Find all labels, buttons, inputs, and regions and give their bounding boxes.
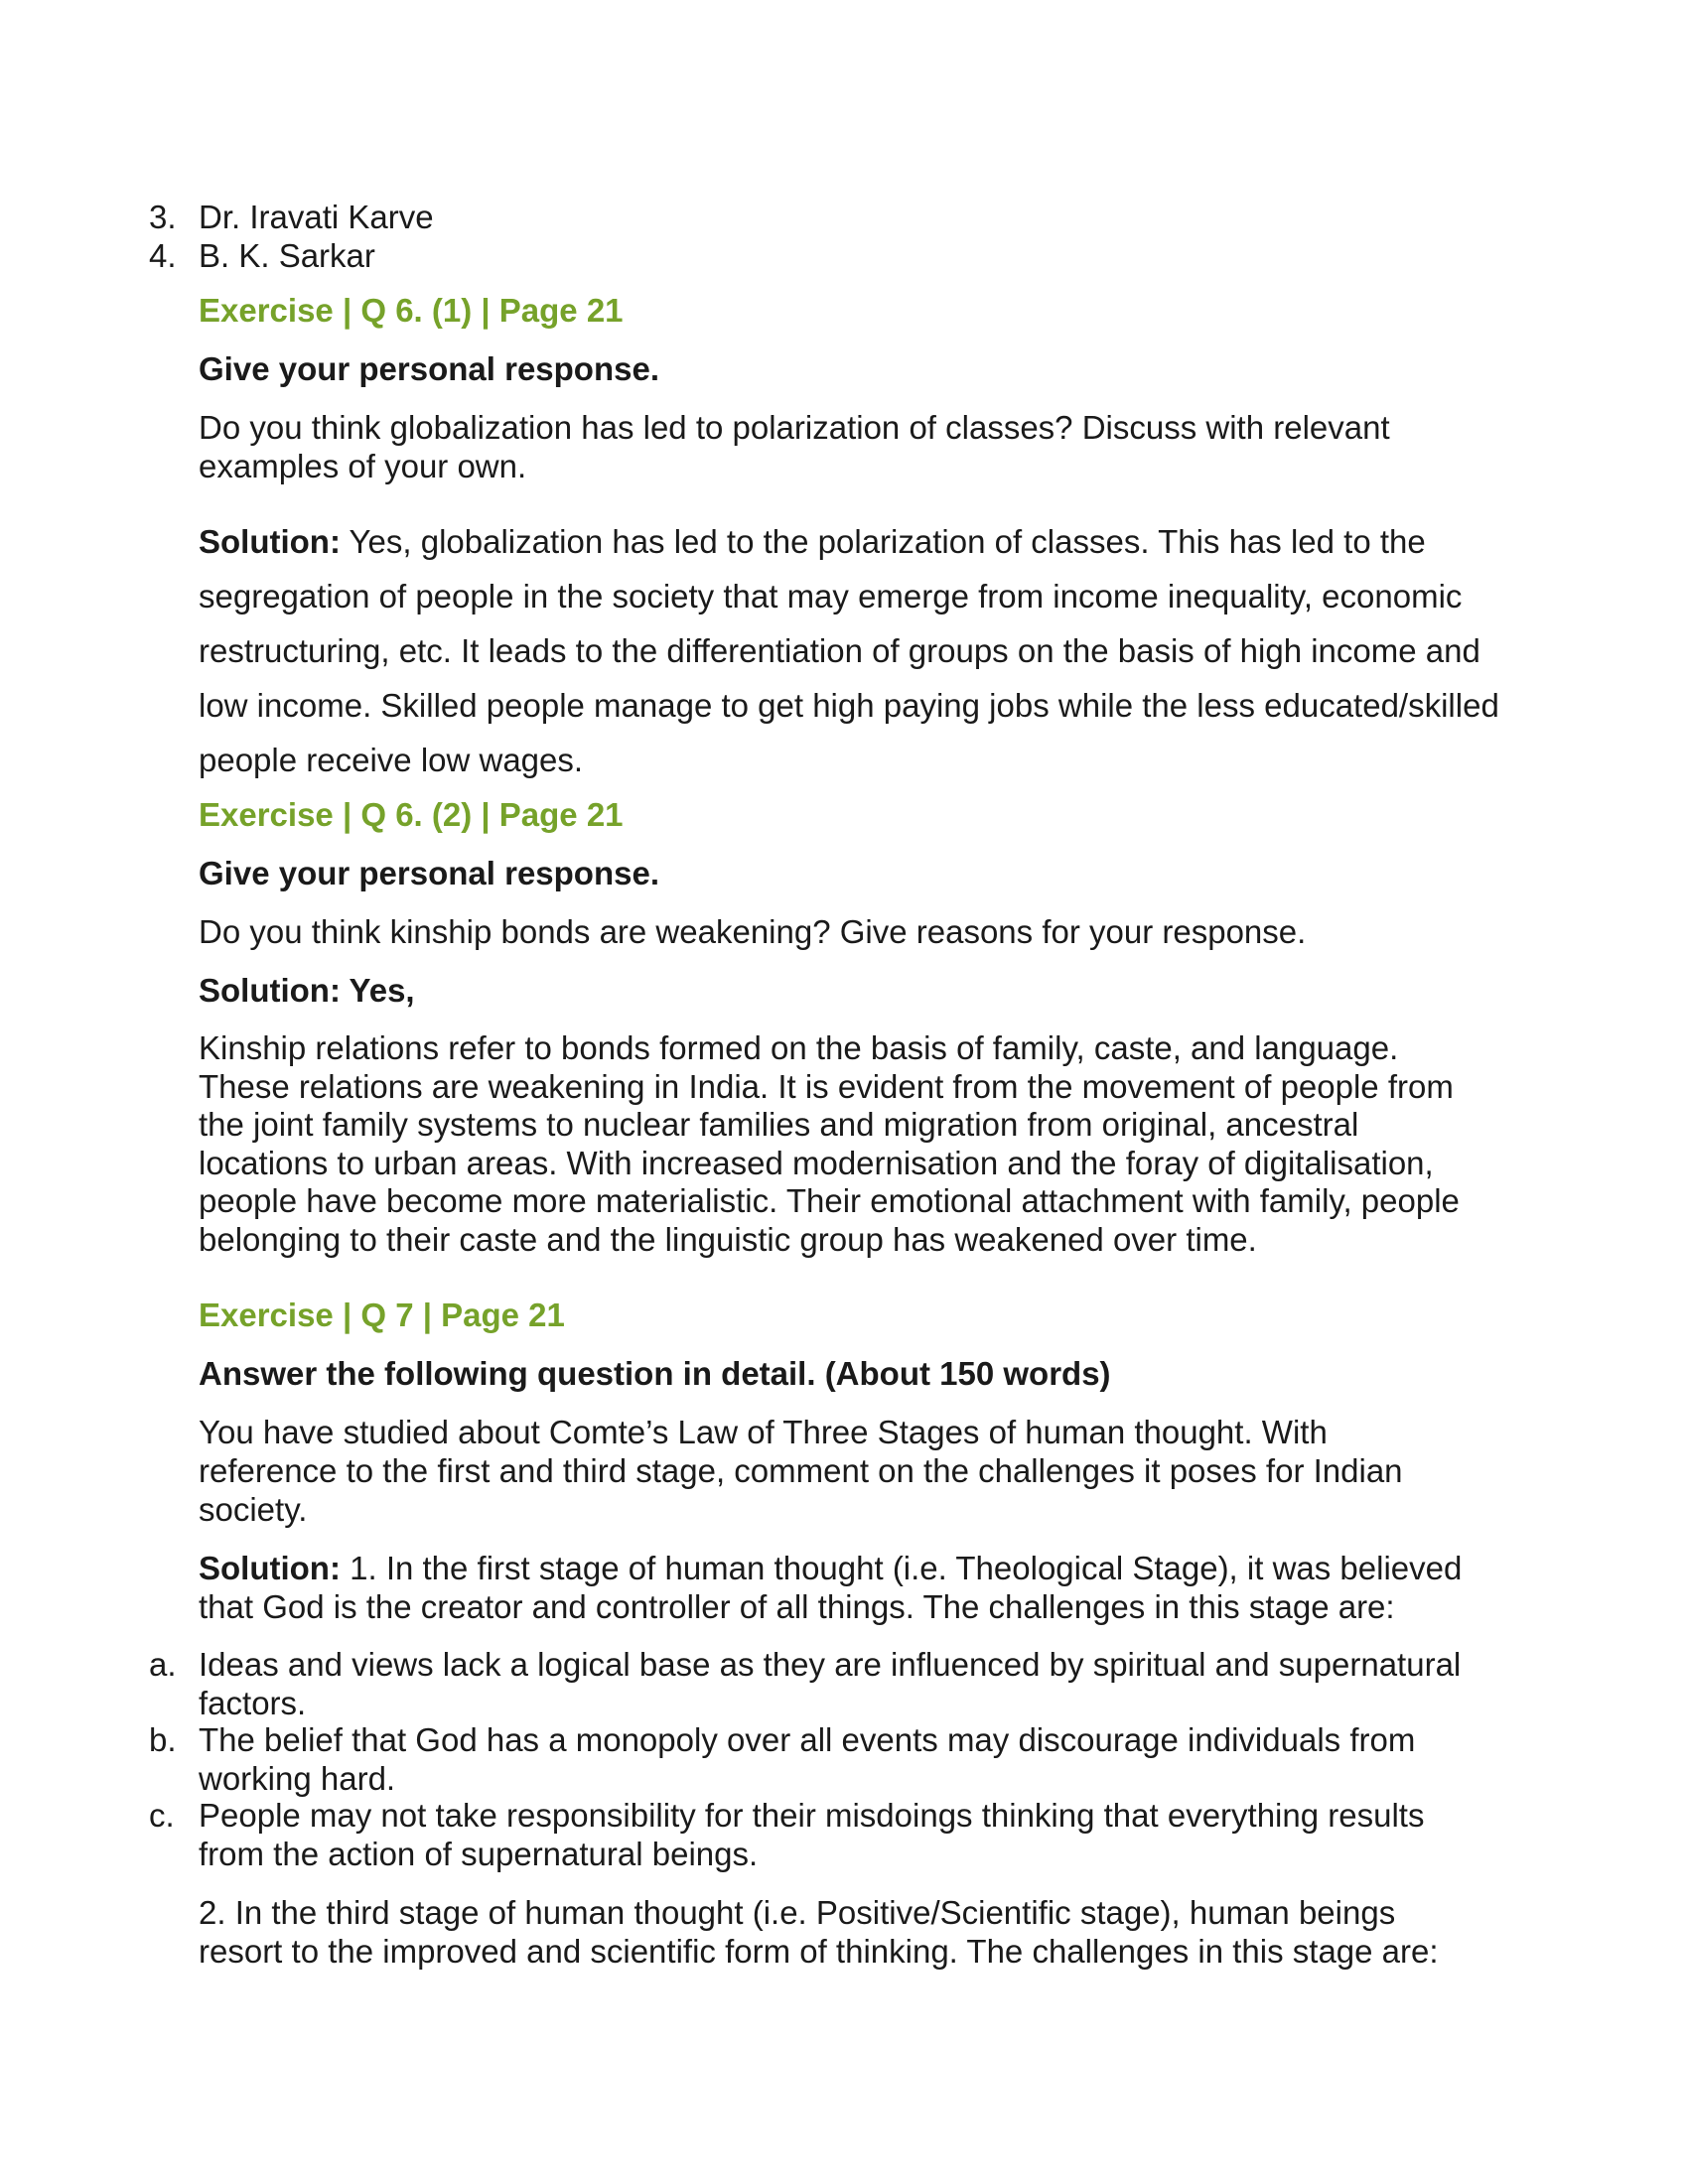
solution-text: Yes, globalization has led to the polarization of classes. This has led to the segregation of people in the society that may emerge from income inequality, economic restructuring, etc. It leads to the differentiation of groups on the basis of high income and low income. Skilled people manage to get high paying jobs while the less educated/skilled people receive low wages. [199, 523, 1499, 778]
solution-text: Kinship relations refer to bonds formed on the basis of family, caste, and language. These relations are weakening in India. It is evident from the movement of people from the joint family systems to nuclear families and migration from original, ancestral locations to urban areas. With increased modernisation and the foray of digitalisation, people have become more materialistic. Their emotional attachment with family, people belonging to their caste and the linguistic group has weakened over time. [199, 1029, 1460, 1258]
solution-label: Solution: Yes, [199, 972, 415, 1009]
exercise-heading: Exercise | Q 6. (1) | Page 21 [199, 292, 624, 329]
question-text: Do you think kinship bonds are weakening? Give reasons for your response. [199, 913, 1307, 950]
list-text: B. K. Sarkar [199, 237, 375, 274]
list-marker: 4. [149, 237, 177, 274]
question-text: You have studied about Comte’s Law of Three Stages of human thought. With reference to the first and third stage, comment on the challenges it poses for Indian society. [199, 1414, 1403, 1528]
solution-text: 1. In the first stage of human thought (i.e. Theological Stage), it was believed that God is the creator and controller of all things. The challenges in this stage are: [199, 1550, 1463, 1625]
instruction: Answer the following question in detail. (About 150 words) [199, 1355, 1111, 1392]
question-text: Do you think globalization has led to polarization of classes? Discuss with relevant examples of your own. [199, 409, 1390, 484]
list-marker: c. [149, 1797, 175, 1834]
list-marker: b. [149, 1721, 177, 1758]
list-marker: 3. [149, 199, 177, 235]
challenge-text: People may not take responsibility for their misdoings thinking that everything results from the action of supernatural beings. [199, 1797, 1425, 1872]
solution-label: Solution: [199, 1550, 341, 1586]
challenge-text: The belief that God has a monopoly over all events may discourage individuals from working hard. [199, 1721, 1416, 1797]
list-text: Dr. Iravati Karve [199, 199, 434, 235]
instruction: Give your personal response. [199, 350, 659, 387]
exercise-heading: Exercise | Q 7 | Page 21 [199, 1297, 565, 1333]
stage-two-paragraph: 2. In the third stage of human thought (i.e. Positive/Scientific stage), human beings resort to the improved and scientific form of thinking. The challenges in this stage are: [199, 1894, 1439, 1970]
solution-label: Solution: [199, 523, 341, 560]
instruction: Give your personal response. [199, 855, 659, 891]
list-marker: a. [149, 1646, 177, 1683]
solution-paragraph [199, 1549, 1479, 1626]
exercise-heading: Exercise | Q 6. (2) | Page 21 [199, 796, 624, 833]
solution-paragraph [199, 514, 1499, 787]
challenge-text: Ideas and views lack a logical base as they are influenced by spiritual and supernatural factors. [199, 1646, 1462, 1721]
